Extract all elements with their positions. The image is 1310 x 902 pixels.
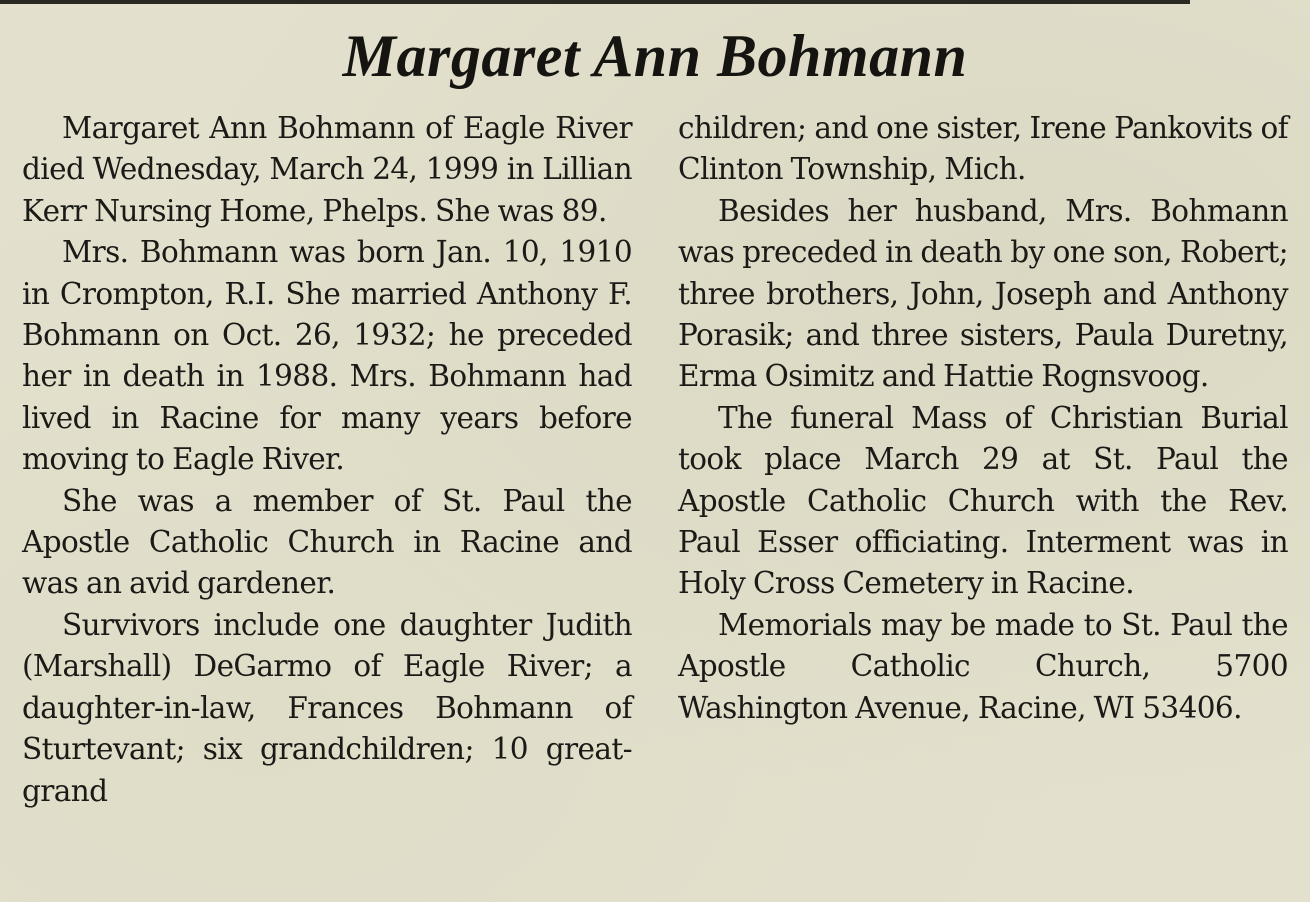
paragraph-birth-marriage: Mrs. Bohmann was born Jan. 10, 1910 in Crompton, R.I. She married Anthony F. Bohmann on Oct. 26, 1932; he preceded her in death in 1988. Mrs. Bohmann had lived in Racine for many years before moving to Eagle River.	[22, 235, 632, 477]
right-text-column	[678, 108, 1288, 729]
left-text-column	[22, 108, 632, 812]
paragraph-memorials: Memorials may be made to St. Paul the Apostle Catholic Church, 5700 Washington Avenue, Racine, WI 53406.	[678, 607, 1288, 725]
top-rule-divider	[0, 0, 1190, 4]
paragraph-preceded-in-death: Besides her husband, Mrs. Bohmann was preceded in death by one son, Robert; three brothers, John, Joseph and Anthony Porasik; and three sisters, Paula Duretny, Erma Osimitz and Hattie Rognsvoog.	[678, 193, 1288, 394]
paragraph-funeral-mass: The funeral Mass of Christian Burial took place March 29 at St. Paul the Apostle Catholic Church with the Rev. Paul Esser officiating. Interment was in Holy Cross Cemetery in Racine.	[678, 400, 1288, 601]
obituary-headline: Margaret Ann Bohmann	[342, 23, 968, 89]
paragraph-survivors-continued: children; and one sister, Irene Pankovits of Clinton Township, Mich.	[678, 111, 1288, 187]
paragraph-survivors: Survivors include one daughter Judith (Marshall) DeGarmo of Eagle River; a daughter-in-law, Frances Bohmann of Sturtevant; six grandchildren; 10 great-grand	[22, 607, 632, 808]
paragraph-church-membership: She was a member of St. Paul the Apostle Catholic Church in Racine and was an avid gardener.	[22, 483, 632, 601]
paragraph-death-notice: Margaret Ann Bohmann of Eagle River died Wednesday, March 24, 1999 in Lillian Kerr Nursing Home, Phelps. She was 89.	[22, 111, 632, 228]
